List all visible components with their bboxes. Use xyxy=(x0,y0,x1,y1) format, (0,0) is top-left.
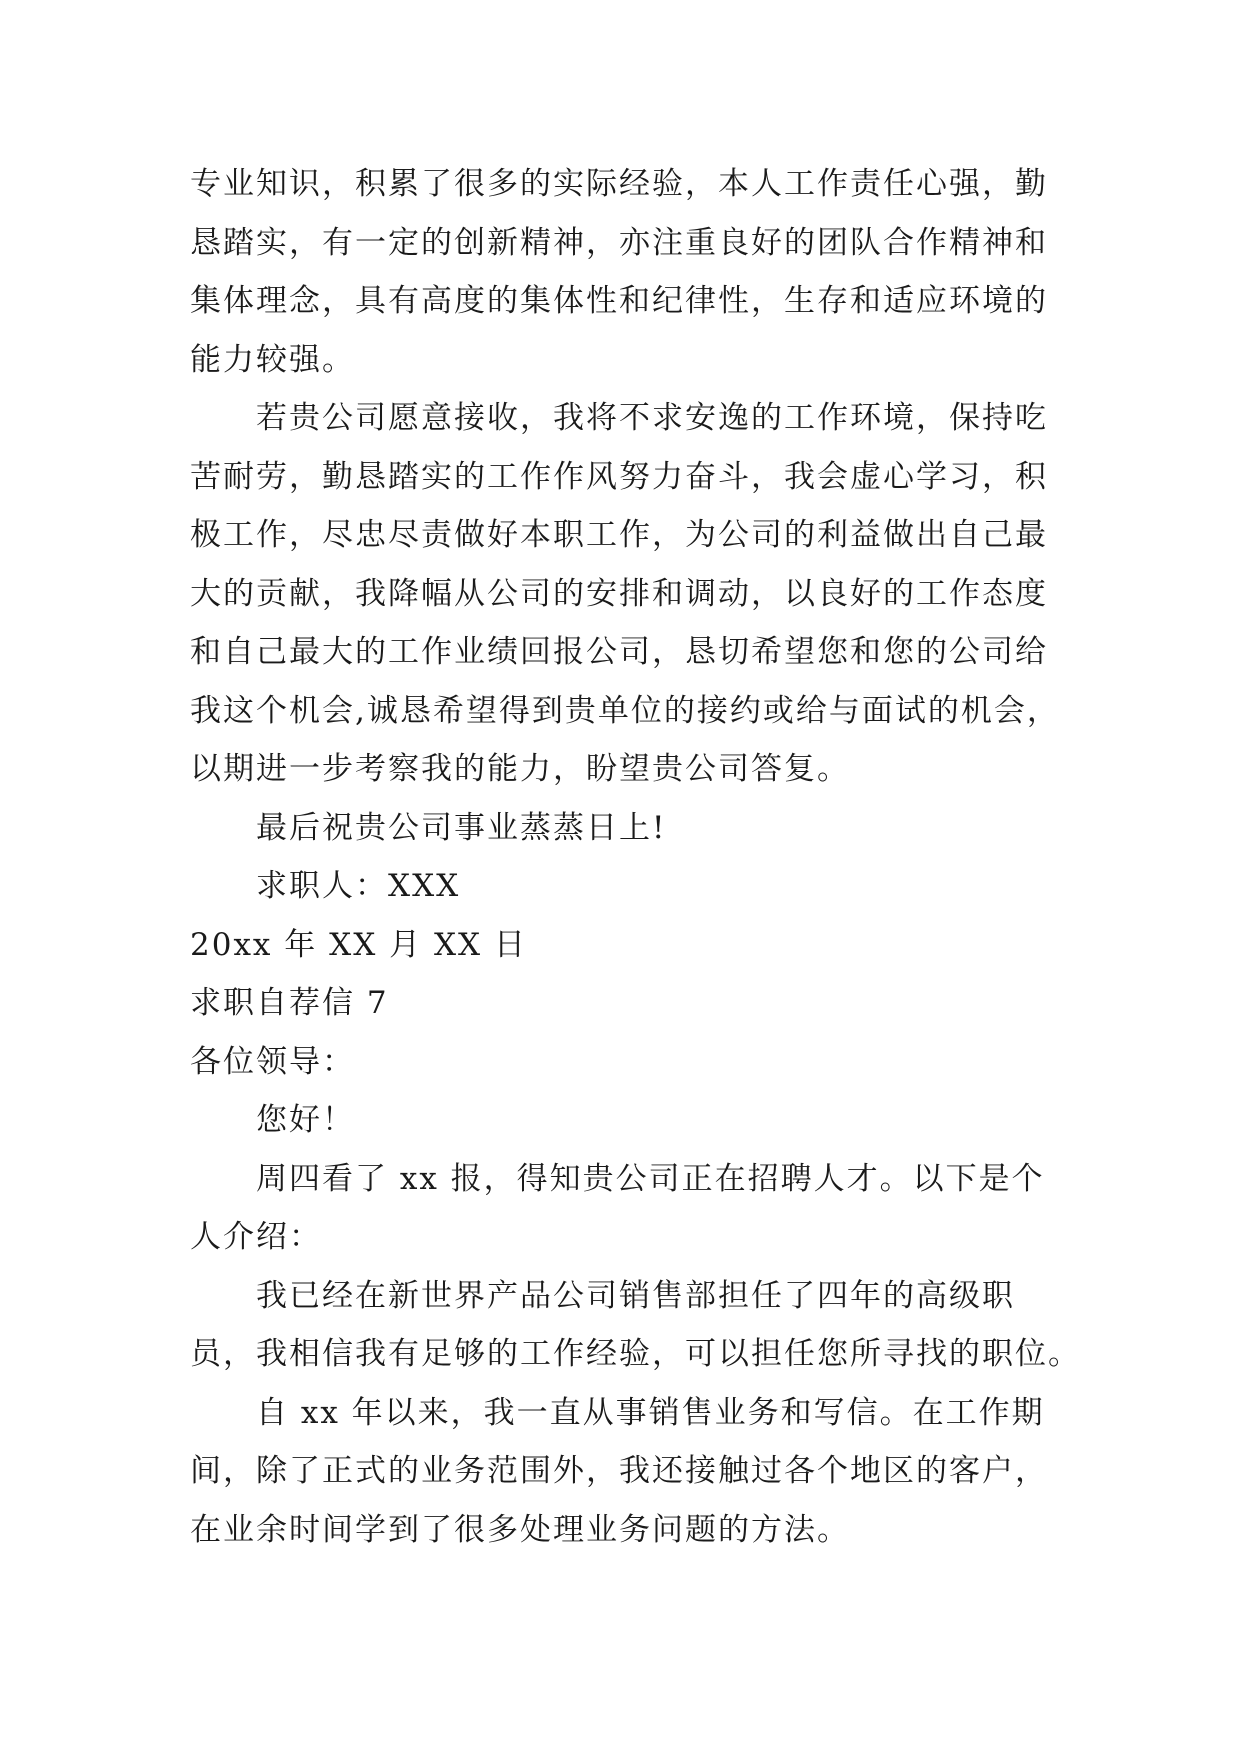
text-line: 能力较强。 xyxy=(190,341,355,378)
text-line: 在业余时间学到了很多处理业务问题的方法。 xyxy=(190,1511,850,1548)
text-line: 和自己最大的工作业绩回报公司，恳切希望您和您的公司给 xyxy=(190,634,1048,670)
text-line: 员，我相信我有足够的工作经验，可以担任您所寻找的职位。 xyxy=(190,1336,1081,1372)
text-line: 您好！ xyxy=(256,1102,355,1138)
text-line: 恳踏实，有一定的创新精神，亦注重良好的团队合作精神和 xyxy=(190,224,1048,261)
text-line: 周四看了 xx 报，得知贵公司正在招聘人才。以下是个 xyxy=(256,1160,1045,1197)
text-line: 各位领导： xyxy=(190,1043,355,1080)
text-line: 专业知识，积累了很多的实际经验，本人工作责任心强，勤 xyxy=(190,166,1048,202)
text-line: 集体理念，具有高度的集体性和纪律性，生存和适应环境的 xyxy=(190,283,1048,319)
text-line: 自 xx 年以来，我一直从事销售业务和写信。在工作期 xyxy=(256,1394,1045,1431)
text-line: 求职自荐信 7 xyxy=(190,985,389,1021)
text-line: 极工作，尽忠尽责做好本职工作，为公司的利益做出自己最 xyxy=(190,517,1048,553)
text-line: 我已经在新世界产品公司销售部担任了四年的高级职 xyxy=(256,1277,1015,1314)
text-line: 大的贡献，我降幅从公司的安排和调动，以良好的工作态度 xyxy=(190,575,1048,612)
text-line: 间，除了正式的业务范围外，我还接触过各个地区的客户， xyxy=(190,1453,1048,1489)
text-line: 人介绍： xyxy=(190,1219,322,1255)
text-line: 以期进一步考察我的能力，盼望贵公司答复。 xyxy=(190,751,850,787)
document-body xyxy=(190,155,1081,1559)
text-line: 20xx 年 XX 月 XX 日 xyxy=(190,926,527,963)
text-line: 我这个机会,诚恳希望得到贵单位的接约或给与面试的机会， xyxy=(190,692,1060,729)
text-line: 若贵公司愿意接收，我将不求安逸的工作环境，保持吃 xyxy=(256,400,1048,436)
text-line: 最后祝贵公司事业蒸蒸日上! xyxy=(256,809,667,846)
text-line: 求职人：XXX xyxy=(256,868,461,904)
text-line: 苦耐劳，勤恳踏实的工作作风努力奋斗，我会虚心学习，积 xyxy=(190,458,1048,495)
